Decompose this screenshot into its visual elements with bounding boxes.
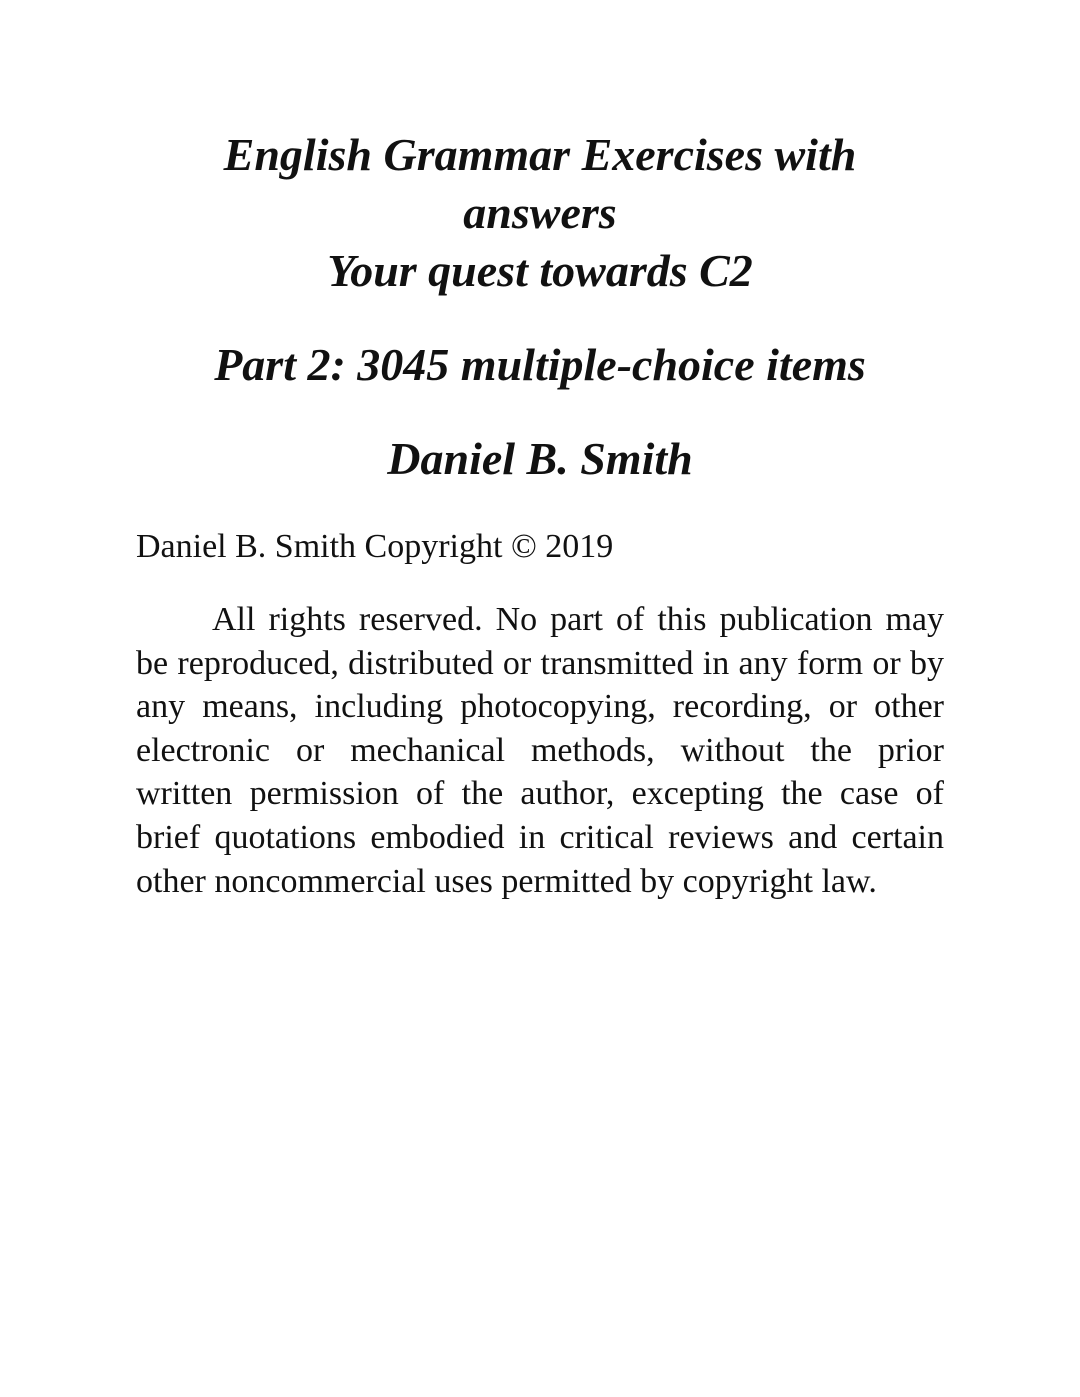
title-line-3: Your quest towards C2 — [327, 245, 753, 296]
copyright-notice: Daniel B. Smith Copyright © 2019 — [136, 528, 614, 565]
author-name: Daniel B. Smith — [387, 433, 693, 484]
title-line-1: English Grammar Exercises with — [223, 129, 857, 180]
rights-paragraph: All rights reserved. No part of this publication may be reproduced, distributed or transmitted in any form or by any means, including photocopying, recording, or other electronic or mechanical methods, without the prior written permission of the author, excepting the case of brief quotations embodied in critical reviews and certain other noncommercial uses permitted by copyright law. — [136, 601, 944, 900]
part-subtitle: Part 2: 3045 multiple-choice items — [214, 339, 866, 390]
title-line-2: answers — [463, 187, 617, 238]
book-title — [0, 126, 1080, 300]
